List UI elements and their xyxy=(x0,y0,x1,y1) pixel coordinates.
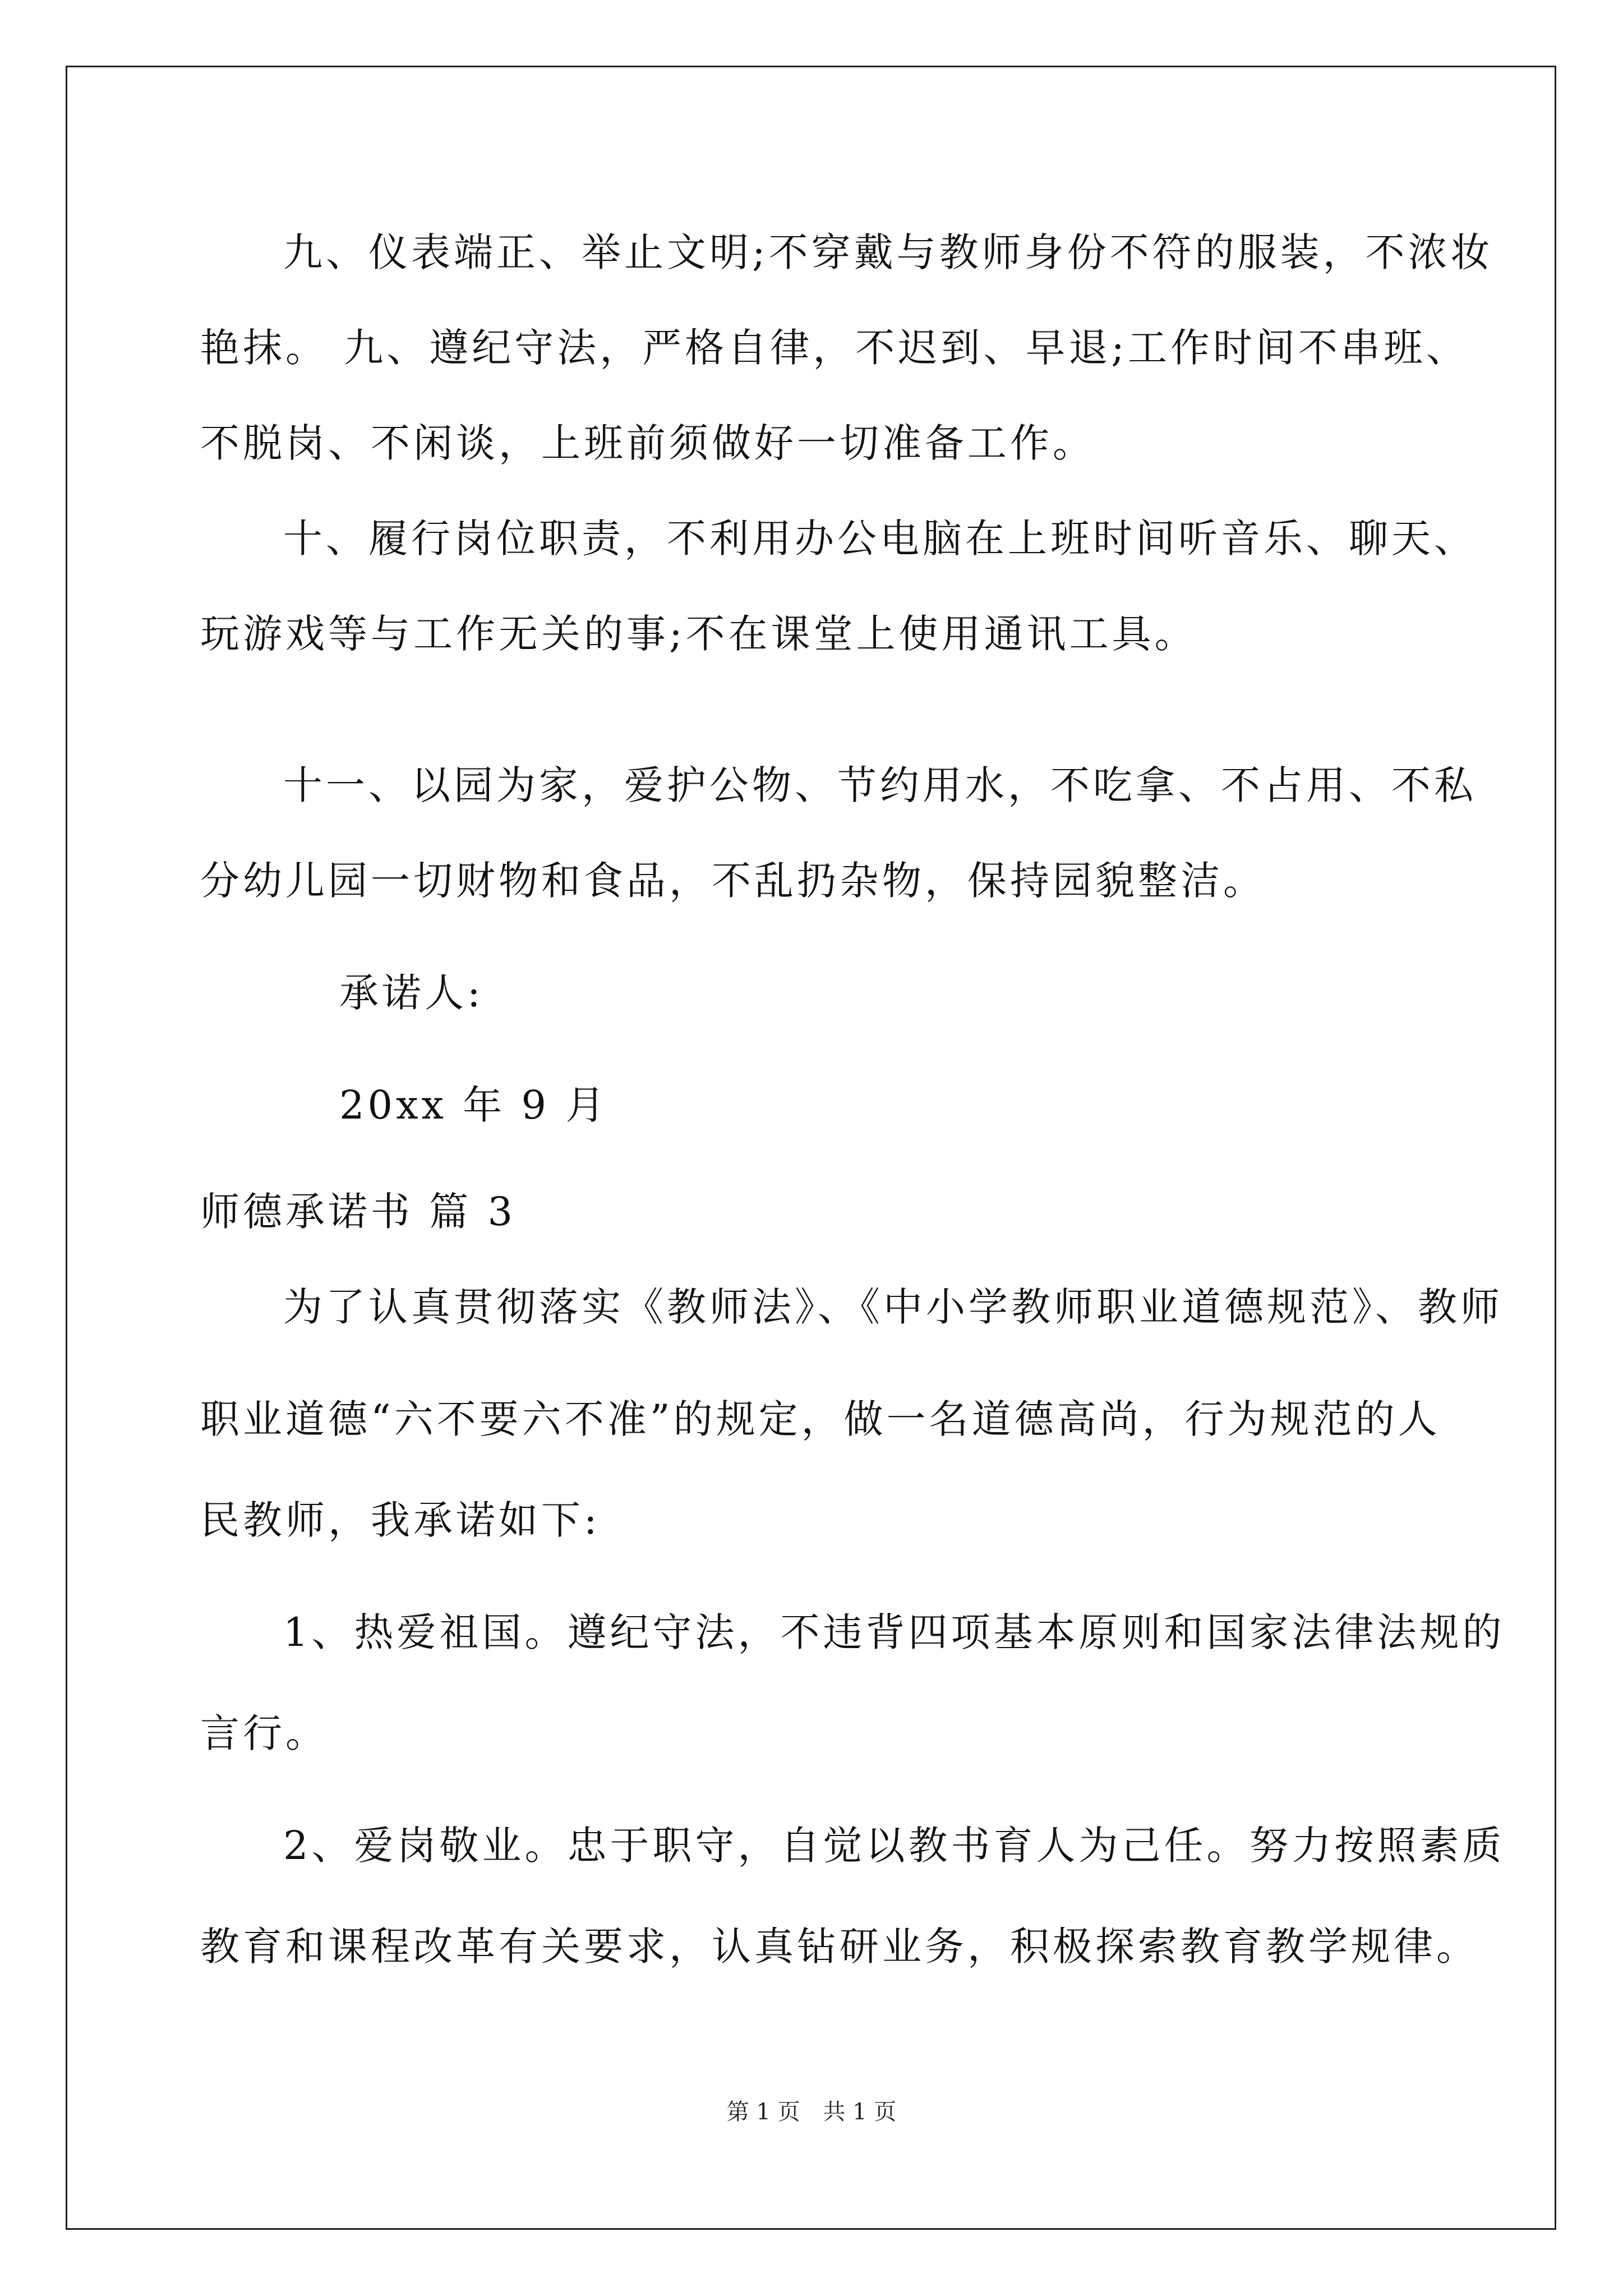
text-line-8: 为了认真贯彻落实《教师法》、《中小学教师职业道德规范》、教师 xyxy=(283,1284,1503,1330)
signatory-label: 承诺人: xyxy=(339,970,484,1016)
text-line-9: 职业道德“六不要六不准”的规定，做一名道德高尚，行为规范的人 xyxy=(200,1396,1441,1442)
text-line-12: 言行。 xyxy=(200,1710,328,1756)
text-line-11: 1、热爱祖国。遵纪守法，不违背四项基本原则和国家法律法规的 xyxy=(283,1609,1505,1655)
section-heading: 师德承诺书 篇 3 xyxy=(200,1189,517,1235)
page-border xyxy=(66,66,1556,2230)
text-line-2: 艳抹。 九、遵纪守法，严格自律，不迟到、早退;工作时间不串班、 xyxy=(200,325,1469,371)
text-line-1: 九、仪表端正、举止文明;不穿戴与教师身份不符的服装，不浓妆 xyxy=(283,229,1493,275)
text-line-14: 教育和课程改革有关要求，认真钻研业务，积极探索教育教学规律。 xyxy=(200,1924,1479,1970)
page-total: 共 1 页 xyxy=(823,2099,897,2125)
page-current: 第 1 页 xyxy=(726,2099,800,2125)
text-line-10: 民教师，我承诺如下: xyxy=(200,1497,601,1543)
page-footer xyxy=(0,2098,1623,2126)
text-line-13: 2、爱岗敬业。忠于职守，自觉以教书育人为己任。努力按照素质 xyxy=(283,1823,1505,1869)
text-line-4: 十、履行岗位职责，不利用办公电脑在上班时间听音乐、聊天、 xyxy=(283,516,1477,562)
text-line-5: 玩游戏等与工作无关的事;不在课堂上使用通讯工具。 xyxy=(200,611,1197,657)
text-line-3: 不脱岗、不闲谈，上班前须做好一切准备工作。 xyxy=(200,420,1095,466)
date-line: 20xx 年 9 月 xyxy=(339,1082,608,1128)
text-line-7: 分幼儿园一切财物和食品，不乱扔杂物，保持园貌整洁。 xyxy=(200,858,1266,904)
text-line-6: 十一、以园为家，爱护公物、节约用水，不吃拿、不占用、不私 xyxy=(283,762,1477,808)
